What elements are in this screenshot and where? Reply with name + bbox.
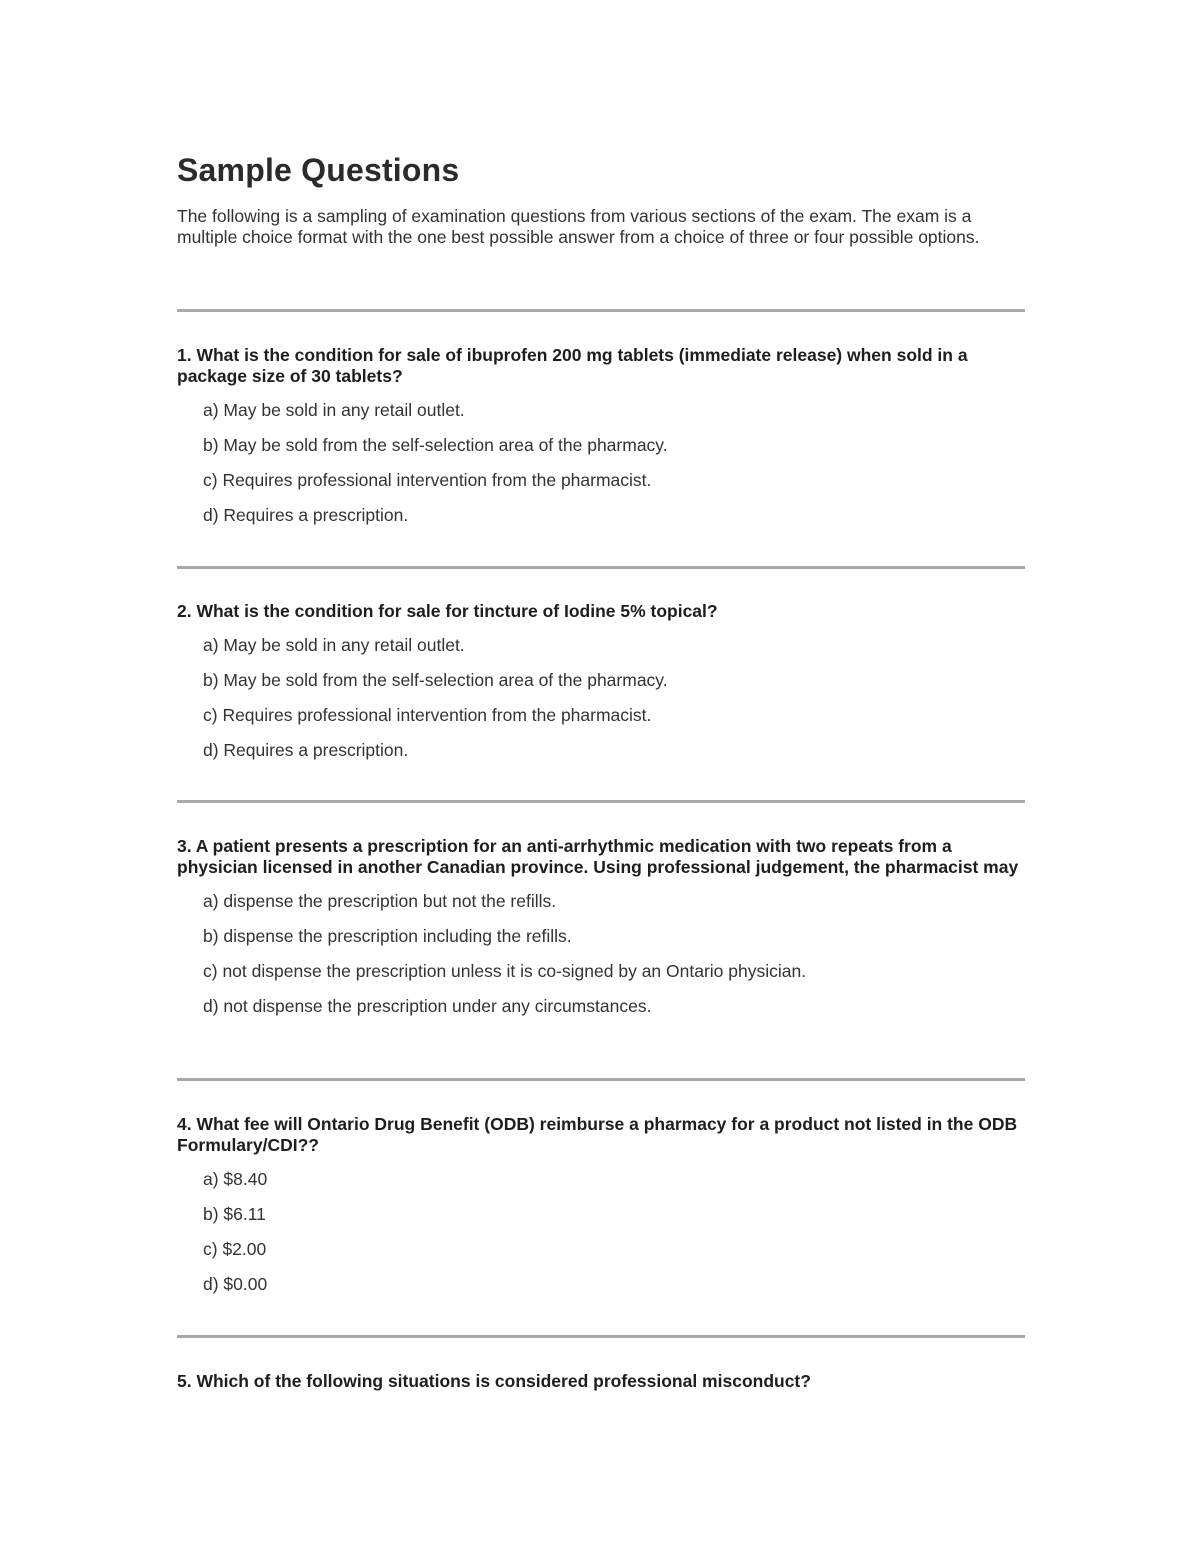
answer-option-b: b) May be sold from the self-selection area of the pharmacy. <box>203 670 668 690</box>
answer-option-c: c) not dispense the prescription unless it is co-signed by an Ontario physician. <box>203 961 807 981</box>
answer-option-b: b) dispense the prescription including the refills. <box>203 926 572 946</box>
answer-option-b: b) May be sold from the self-selection area of the pharmacy. <box>203 435 668 455</box>
answer-options <box>177 1169 1027 1295</box>
question-text: 2. What is the condition for sale for tincture of Iodine 5% topical? <box>177 601 718 621</box>
question-text: 3. A patient presents a prescription for an anti-arrhythmic medication with two repeats from a physician licensed in another Canadian province. Using professional judgement, the pharmacist may <box>177 836 1019 877</box>
answer-option-a: a) $8.40 <box>203 1169 268 1189</box>
answer-option-d: d) Requires a prescription. <box>203 740 409 760</box>
answer-option-c: c) Requires professional intervention from the pharmacist. <box>203 705 652 725</box>
section-divider <box>177 309 1025 312</box>
answer-option-b: b) $6.11 <box>203 1204 266 1224</box>
question-1 <box>177 345 1027 526</box>
answer-option-a: a) dispense the prescription but not the refills. <box>203 891 557 911</box>
answer-option-d: d) $0.00 <box>203 1274 268 1294</box>
section-divider <box>177 566 1025 569</box>
answer-option-a: a) May be sold in any retail outlet. <box>203 400 465 420</box>
answer-option-d: d) not dispense the prescription under any circumstances. <box>203 996 652 1016</box>
section-divider <box>177 1335 1025 1338</box>
answer-option-c: c) Requires professional intervention from the pharmacist. <box>203 470 652 490</box>
page-title: Sample Questions <box>177 152 460 188</box>
question-2 <box>177 601 1027 761</box>
answer-options <box>177 891 1027 1017</box>
answer-options <box>177 400 1027 526</box>
section-divider <box>177 800 1025 803</box>
intro-paragraph: The following is a sampling of examination questions from various sections of the exam. The exam is a multiple choice format with the one best possible answer from a choice of three or four possible options. <box>177 206 980 247</box>
answer-options <box>177 635 1027 761</box>
question-3 <box>177 836 1027 1017</box>
answer-option-c: c) $2.00 <box>203 1239 267 1259</box>
question-4 <box>177 1114 1027 1295</box>
answer-option-d: d) Requires a prescription. <box>203 505 409 525</box>
answer-option-a: a) May be sold in any retail outlet. <box>203 635 465 655</box>
question-text: 1. What is the condition for sale of ibuprofen 200 mg tablets (immediate release) when sold in a package size of 30 tablets? <box>177 345 968 386</box>
section-divider <box>177 1078 1025 1081</box>
question-text: 4. What fee will Ontario Drug Benefit (ODB) reimburse a pharmacy for a product not listed in the ODB Formulary/CDI?? <box>177 1114 1018 1155</box>
question-text: 5. Which of the following situations is considered professional misconduct? <box>177 1371 811 1391</box>
question-5 <box>177 1371 1027 1392</box>
